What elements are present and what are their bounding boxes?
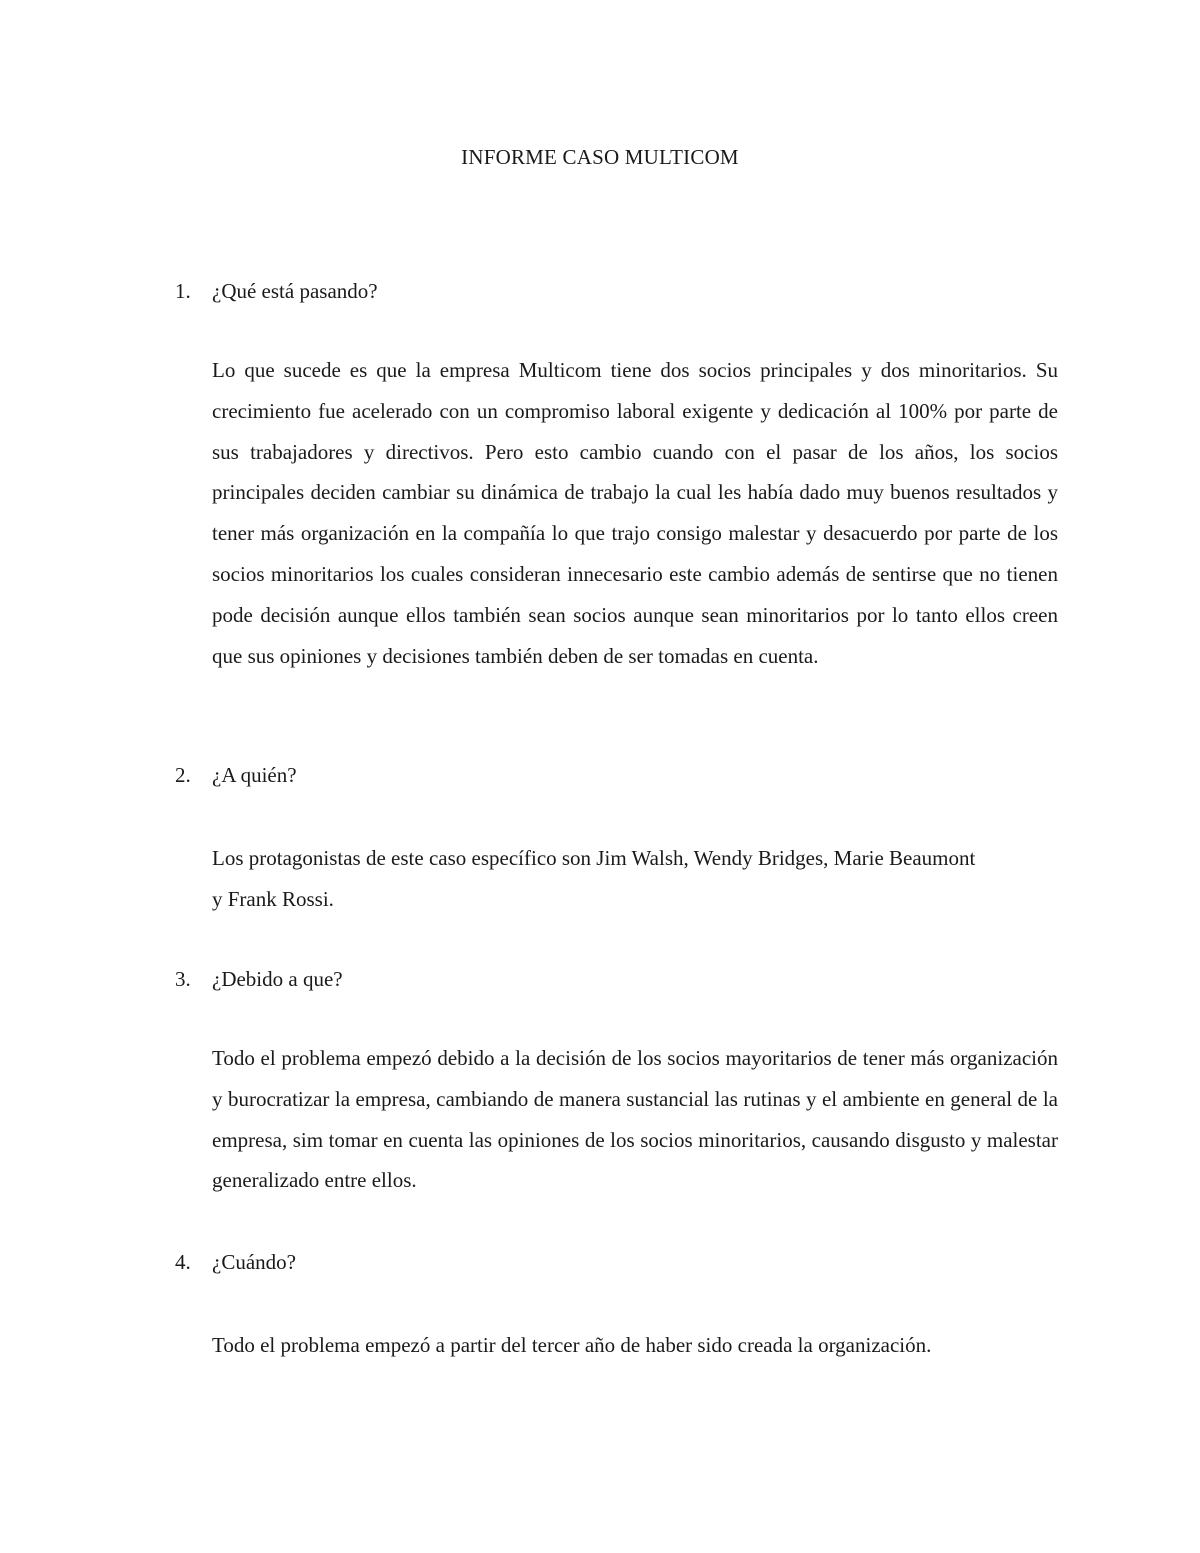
section-4-number: 4. — [175, 1250, 191, 1274]
section-1-heading — [175, 276, 378, 306]
section-3-question: ¿Debido a que? — [212, 967, 343, 991]
document-title: INFORME CASO MULTICOM — [461, 145, 739, 169]
section-2-number: 2. — [175, 763, 191, 787]
section-4-heading — [175, 1247, 296, 1277]
section-4-answer: Todo el problema empezó a partir del tercer año de haber sido creada la organización. — [212, 1333, 932, 1357]
section-4-question: ¿Cuándo? — [212, 1250, 296, 1274]
section-3-answer: Todo el problema empezó debido a la decisión de los socios mayoritarios de tener más organización y burocratizar la empresa, cambiando de manera sustancial las rutinas y el ambiente en general de la empresa, sim tomar en cuenta las opiniones de los socios minoritarios, causando disgusto y malestar generalizado entre ellos. — [212, 1046, 1058, 1193]
section-3-number: 3. — [175, 967, 191, 991]
section-1-question: ¿Qué está pasando? — [212, 279, 378, 303]
section-1-number: 1. — [175, 279, 191, 303]
section-2-answer: Los protagonistas de este caso específico son Jim Walsh, Wendy Bridges, Marie Beaumont y Frank Rossi. — [212, 846, 976, 911]
section-3-heading — [175, 964, 343, 994]
section-2-heading — [175, 760, 297, 790]
section-2-question: ¿A quién? — [212, 763, 297, 787]
section-1-answer: Lo que sucede es que la empresa Multicom tiene dos socios principales y dos minoritarios. Su crecimiento fue acelerado con un compromiso laboral exigente y dedicación al 100% por parte de sus trabajadores y directivos. Pero esto cambio cuando con el pasar de los años, los socios principales deciden cambiar su dinámica de trabajo la cual les había dado muy buenos resultados y tener más organización en la compañía lo que trajo consigo malestar y desacuerdo por parte de los socios minoritarios los cuales consideran innecesario este cambio además de sentirse que no tienen pode decisión aunque ellos también sean socios aunque sean minoritarios por lo tanto ellos creen que sus opiniones y decisiones también deben de ser tomadas en cuenta. — [212, 358, 1058, 668]
